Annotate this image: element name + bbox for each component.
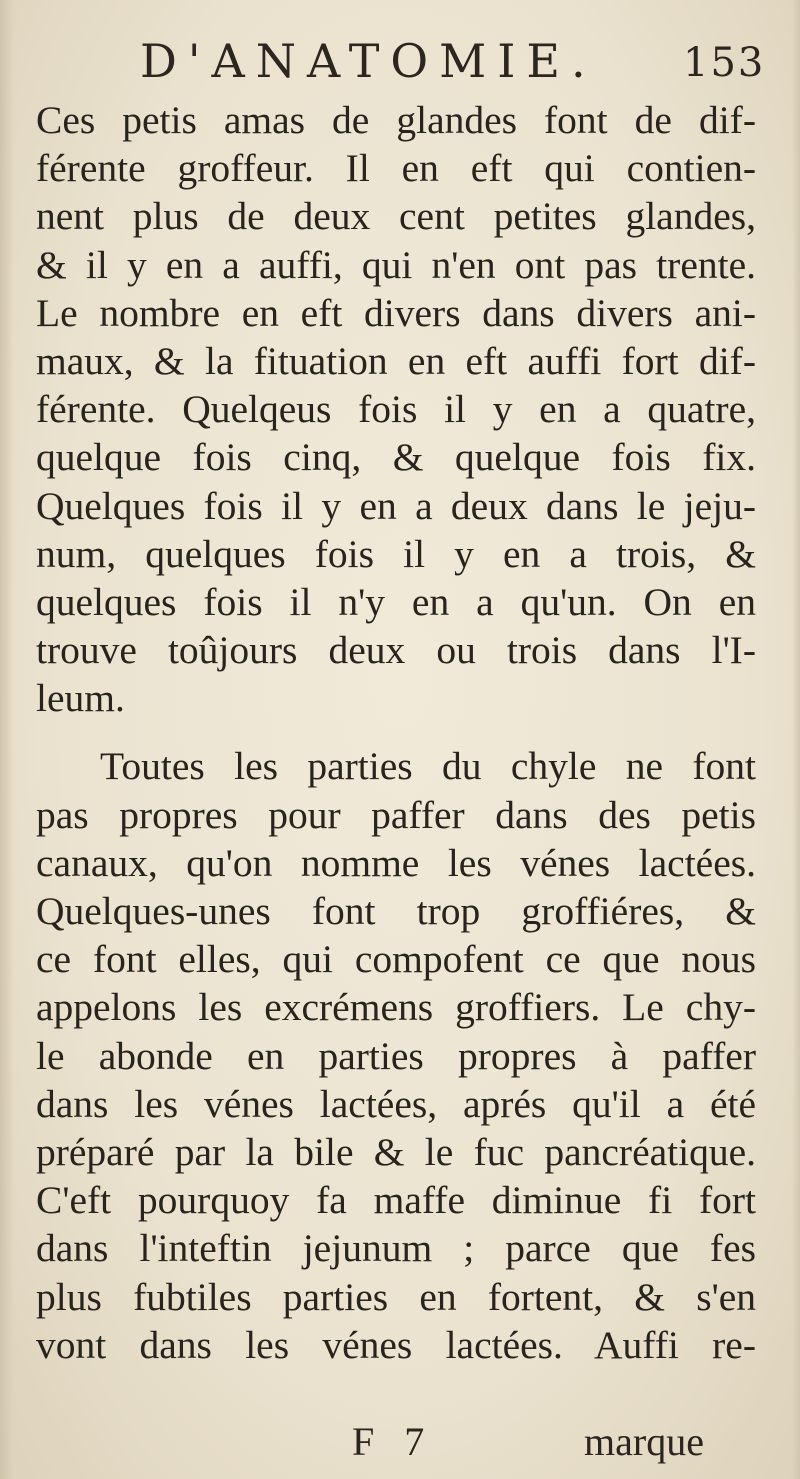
page-edge-shadow-right: [792, 0, 800, 1479]
text-line: ce font elles, qui compofent ce que nous: [36, 937, 756, 982]
text-line: num, quelques fois il y en a trois, &: [36, 531, 756, 576]
text-line: nent plus de deux cent petites glandes,: [36, 194, 756, 239]
text-line: préparé par la bile & le fuc pancréatique.: [36, 1129, 756, 1174]
body-text: [36, 96, 756, 1369]
paragraph-2: [36, 742, 756, 1368]
catchword: marque: [584, 1419, 704, 1464]
page-footer: [0, 1418, 800, 1468]
text-line: pas propres pour paffer dans des petis: [36, 792, 756, 837]
text-line: Quelques-unes font trop groffiéres, &: [36, 889, 756, 933]
page-edge-shadow-left: [0, 0, 14, 1479]
page-number: 153: [683, 40, 766, 86]
text-line: férente groffeur. Il en eft qui contien-: [36, 146, 756, 191]
text-line: canaux, qu'on nomme les vénes lactées.: [36, 840, 756, 885]
text-line: Ces petis amas de glandes font de dif-: [36, 98, 756, 142]
text-line: plus fubtiles parties en fortent, & s'en: [36, 1274, 756, 1319]
running-title: D'ANATOMIE.: [140, 34, 597, 88]
text-line: quelque fois cinq, & quelque fois fix.: [36, 435, 756, 480]
paragraph-gap: [36, 722, 756, 742]
text-line: dans les vénes lactées, aprés qu'il a été: [36, 1081, 756, 1126]
signature-mark: F 7: [352, 1419, 435, 1464]
running-head: [0, 34, 800, 98]
text-line: férente. Quelqeus fois il y en a quatre,: [36, 387, 756, 432]
text-line: dans l'inteftin jejunum ; parce que fes: [36, 1226, 756, 1271]
text-line: & il y en a auffi, qui n'en ont pas trente.: [36, 242, 756, 287]
text-line: Le nombre en eft divers dans divers ani-: [36, 290, 756, 335]
text-line: Toutes les parties du chyle ne font: [100, 744, 756, 789]
paragraph-1: [36, 96, 756, 722]
text-line: appelons les excrémens groffiers. Le chy-: [36, 985, 756, 1030]
text-line: le abonde en parties propres à paffer: [36, 1033, 756, 1078]
text-line: vont dans les vénes lactées. Auffi re-: [36, 1322, 756, 1367]
text-line: quelques fois il n'y en a qu'un. On en: [36, 579, 756, 624]
text-line: leum.: [36, 676, 125, 721]
text-line: trouve toûjours deux ou trois dans l'I-: [36, 628, 756, 673]
text-line: maux, & la fituation en eft auffi fort dif-: [36, 338, 756, 383]
text-line: C'eft pourquoy fa maffe diminue fi fort: [36, 1178, 756, 1223]
text-line: Quelques fois il y en a deux dans le jeju-: [36, 483, 756, 528]
